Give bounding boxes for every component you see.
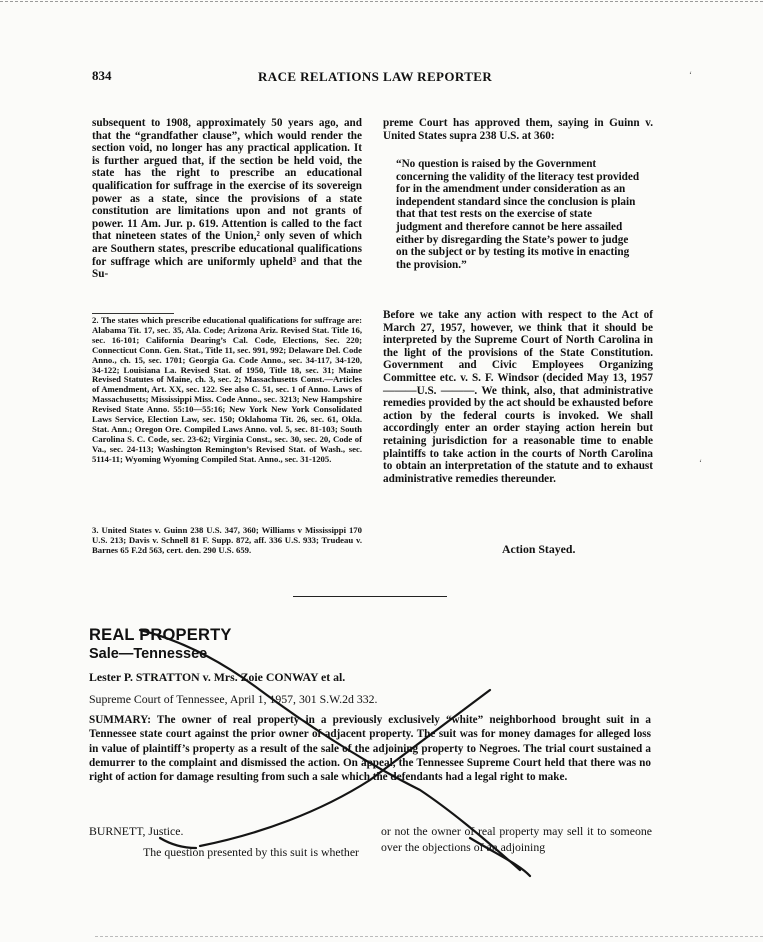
footnote-3: 3. United States v. Guinn 238 U.S. 347, 360; Williams v Mississippi 170 U.S. 213; Davis v. Schnell 81 F. Supp. 872, aff. 336 U.S. 933; Trudeau v. Barnes 65 F.2d 563, cert. den. 290 U.S. 659. (92, 525, 362, 555)
margin-mark-mid: ʻ (699, 458, 702, 468)
disposition: Action Stayed. (502, 542, 576, 556)
right-intro: preme Court has approved them, saying in Guinn v. United States supra 238 U.S. at 360: (383, 117, 653, 142)
page-number: 834 (92, 68, 112, 83)
opinion-text-right: or not the owner of real property may sell it to someone over the objections of an adjoining (381, 824, 652, 854)
margin-mark-top: ʻ (689, 70, 692, 80)
block-quote: “No question is raised by the Government concerning the validity of the literacy test provided for in the amendment under consideration as an independent standard since the conclusion is plain that that test rests on the exercise of state judgment and therefore cannot be here assailed either by disregarding the State’s power to judge on the subject or by testing its motive in enacting the provision.” (396, 158, 640, 271)
section-divider (293, 596, 447, 597)
case-title: Lester P. STRATTON v. Mrs. Zoie CONWAY et al. (89, 670, 346, 684)
case-summary: SUMMARY: The owner of real property in a previously exclusively “white” neighborhood brought suit in a Tennessee state court against the prior owner of adjacent property. The suit was for money damages for alleged loss in value of plaintiff’s property as a result of the sale of the adjoining property to Negroes. The trial court sustained a demurrer to the complaint and dismissed the action. On appeal, the Tennessee Supreme Court held that there was no right of action for damage resulting from such a sale which the defendants had a legal right to make. (89, 714, 651, 784)
opinion-text-left: The question presented by this suit is whether (143, 845, 359, 859)
top-border (0, 1, 763, 2)
running-title: RACE RELATIONS LAW REPORTER (258, 69, 493, 84)
footnote-rule (92, 313, 174, 314)
court-citation: Supreme Court of Tennessee, April 1, 1957, 301 S.W.2d 332. (89, 692, 378, 706)
section-title: REAL PROPERTY (89, 626, 232, 644)
footnote-2: 2. The states which prescribe educational qualifications for suffrage are: Alabama Tit. 17, sec. 35, Ala. Code; Arizona Ariz. Revised Stat. Title 16, sec. 16-101; California Dearing’s Cal. Code, Elections, Sec. 220; Connecticut Conn. Gen. Stat., Title 11, sec. 991, 992; Delaware Del. Code Anno., ch. 15, sec. 1701; Georgia Ga. Code Anno., sec. 34-117, 34-120, 34-122; Louisiana La. Revised Stat. of 1950, Title 18, sec. 31; Maine Revised Statutes of Maine, ch. 3, sec. 2; Massachusetts Const.—Articles of Amendment, Art. XX, sec. 122. See also C. 51, sec. 1 of Anno. Laws of Massachusetts; Mississippi Miss. Code Anno., sec. 3213; New Hampshire Revised State Anno. 55:10—55:16; New York New York Consolidated Laws Service, Election Law, sec. 150; Oklahoma Tit. 26, sec. 61, Okla. Stat. Ann.; Oregon Ore. Compiled Laws Anno. vol. 5, sec. 81-103; South Carolina S. C. Code, sec. 23-62; Virginia Const., sec. 30, sec. 20, Code of Va., sec. 24-113; Washington Remington’s Revised Stat. of Wash., sec. 5114-11; Wyoming Wyoming Compiled Stat. Anno., sec. 31-1205. (92, 315, 362, 464)
judge-name: BURNETT, Justice. (89, 824, 184, 838)
left-paragraph: subsequent to 1908, approximately 50 years ago, and that the “grandfather clause”, which would render the section void, no longer has any practical application. It is further argued that, if the section be held void, the state has the right to prescribe an educational qualification for suffrage in the exercise of its sovereign power as a state, since the provisions of a state constitution are limitations upon and not grants of power. 11 Am. Jur. p. 619. Attention is called to the fact that nineteen states of the Union,² only seven of which are Southern states, prescribe educational qualifications for suffrage which are uniformly upheld³ and that the Su- (92, 117, 362, 281)
right-paragraph: Before we take any action with respect to the Act of March 27, 1957, however, we think that it should be interpreted by the Supreme Court of North Carolina in the light of the provisions of the State Constitution. Government and Civic Employees Organizing Committee etc. v. S. F. Windsor (decided May 13, 1957———U.S. ———. We think, also, that administrative remedies provided by the act should be exhausted before action by the federal courts is invoked. We shall accordingly enter an order staying action herein but retaining jurisdiction for a reasonable time to enable plaintiffs to take action in the courts of North Carolina to obtain an interpretation of the statute and to exhaust administrative remedies thereunder. (383, 309, 653, 485)
section-subtitle: Sale—Tennessee (89, 646, 208, 662)
bottom-border (95, 936, 763, 937)
